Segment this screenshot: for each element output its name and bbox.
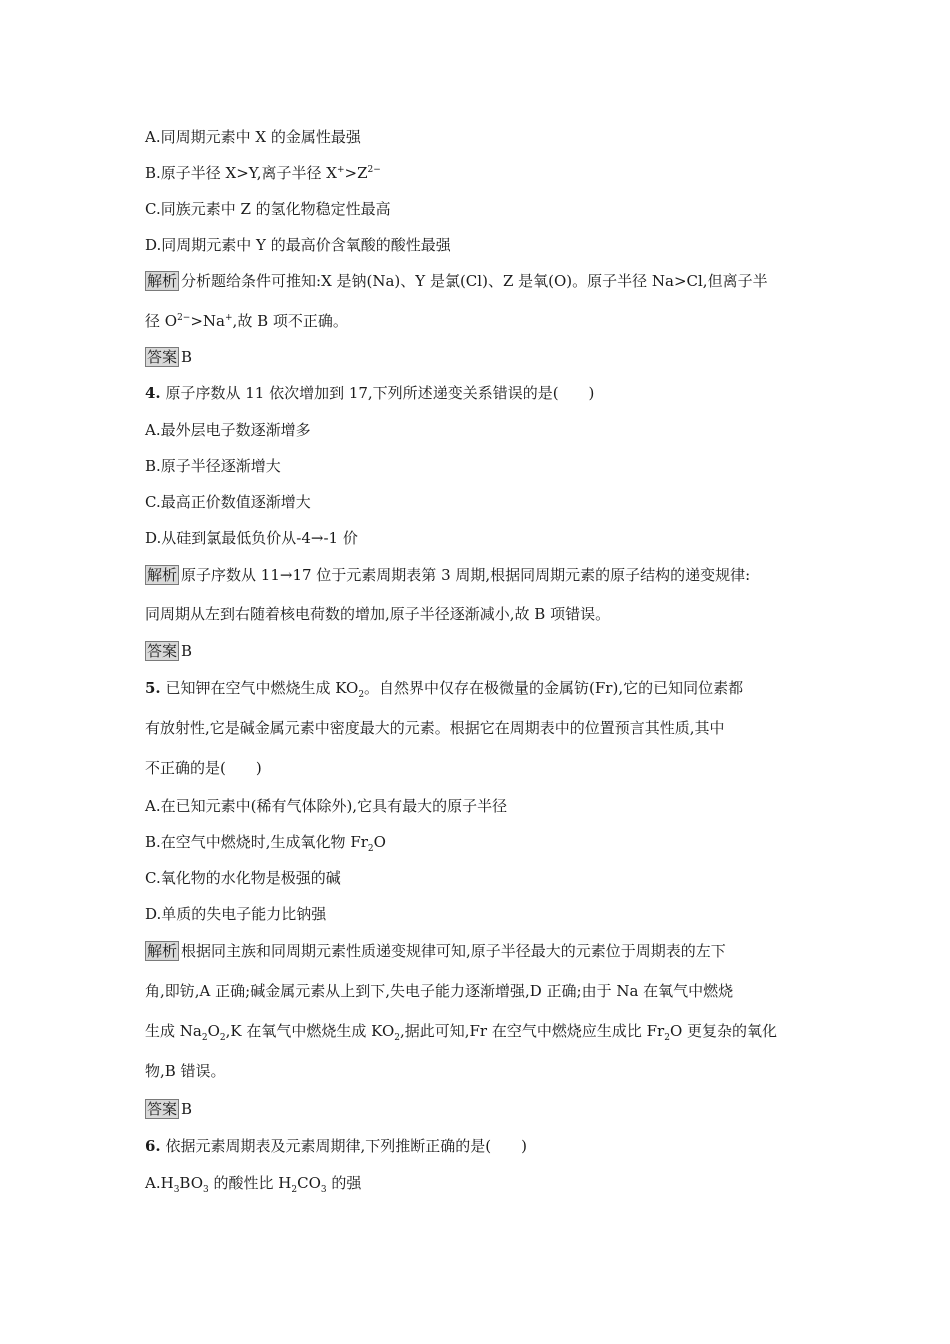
analysis-tag: 解析 (147, 272, 178, 290)
q4-option-d: D.从硅到氯最低负价从-4→-1 价 (145, 529, 358, 547)
q4-option-c: C.最高正价数值逐渐增大 (145, 493, 311, 511)
q4-analysis-line-2: 同周期从左到右随着核电荷数的增加,原子半径逐渐减小,故 B 项错误。 (145, 605, 611, 623)
q4-answer: 答案 B (147, 642, 193, 660)
q5-analysis-line-2: 角,即钫,A 正确;碱金属元素从上到下,失电子能力逐渐增强,D 正确;由于 Na 在氧气中燃烧 (145, 982, 734, 1000)
q3-answer: 答案 B (147, 348, 193, 366)
q5-analysis-line-1: 解析 根据同主族和同周期元素性质递变规律可知,原子半径最大的元素位于周期表的左下 (147, 942, 726, 960)
q3-option-b: B.原子半径 X>Y,离子半径 $X^+>Z^{2-}$ (145, 164, 381, 182)
q5-option-d: D.单质的失电子能力比钠强 (145, 905, 327, 923)
q3-option-c: C.同族元素中 Z 的氢化物稳定性最高 (145, 200, 391, 218)
q3-option-d: D.同周期元素中 Y 的最高价含氧酸的酸性最强 (145, 236, 451, 254)
q5-option-b: B.在空气中燃烧时,生成氧化物 $Fr_2O$ (145, 833, 386, 854)
q3-analysis-line-2: 径 $O^{2-}>Na^+$,故 B 项不正确。 (145, 312, 348, 330)
q5-answer: 答案 B (147, 1100, 193, 1118)
answer-tag: 答案 (147, 348, 178, 366)
q4-stem: 4. 原子序数从 11 依次增加到 17,下列所述递变关系错误的是( ) (145, 384, 595, 402)
q4-option-a: A.最外层电子数逐渐增多 (145, 421, 311, 439)
q5-option-a: A.在已知元素中(稀有气体除外),它具有最大的原子半径 (145, 797, 508, 815)
q5-stem-line-3: 不正确的是( ) (145, 759, 262, 777)
q3-analysis-line-1: 解析 分析题给条件可推知:X 是钠(Na)、Y 是氯(Cl)、Z 是氧(O)。原子半径 Na>Cl,但离子半 (147, 272, 768, 290)
q4-option-b: B.原子半径逐渐增大 (145, 457, 281, 475)
analysis-tag: 解析 (147, 566, 178, 584)
q5-option-c: C.氧化物的水化物是极强的碱 (145, 869, 341, 887)
analysis-tag: 解析 (147, 942, 178, 960)
q6-option-a: $A.H_3BO_3$ 的酸性比 $H_2CO_3$ 的强 (145, 1174, 362, 1195)
q4-analysis-line-1: 解析 原子序数从 11→17 位于元素周期表第 3 周期,根据同周期元素的原子结构的递变规律: (147, 566, 751, 584)
q3-option-a: A.同周期元素中 X 的金属性最强 (145, 128, 361, 146)
answer-tag: 答案 (147, 1100, 178, 1118)
q6-stem: 6. 依据元素周期表及元素周期律,下列推断正确的是( ) (145, 1137, 527, 1155)
q5-analysis-line-4: 物,B 错误。 (145, 1062, 226, 1080)
q5-stem-line-1: 5. 已知钾在空气中燃烧生成 $KO_2$。自然界中仅存在极微量的金属钫(Fr),它的已知同位素都 (145, 679, 744, 700)
q5-analysis-line-3: 生成 $Na_2O_2,K$ 在氧气中燃烧生成 $KO_2$,据此可知,Fr 在空气中燃烧应生成比 $Fr_2O$ 更复杂的氧化 (145, 1022, 778, 1043)
q5-stem-line-2: 有放射性,它是碱金属元素中密度最大的元素。根据它在周期表中的位置预言其性质,其中 (145, 719, 725, 737)
answer-tag: 答案 (147, 642, 178, 660)
